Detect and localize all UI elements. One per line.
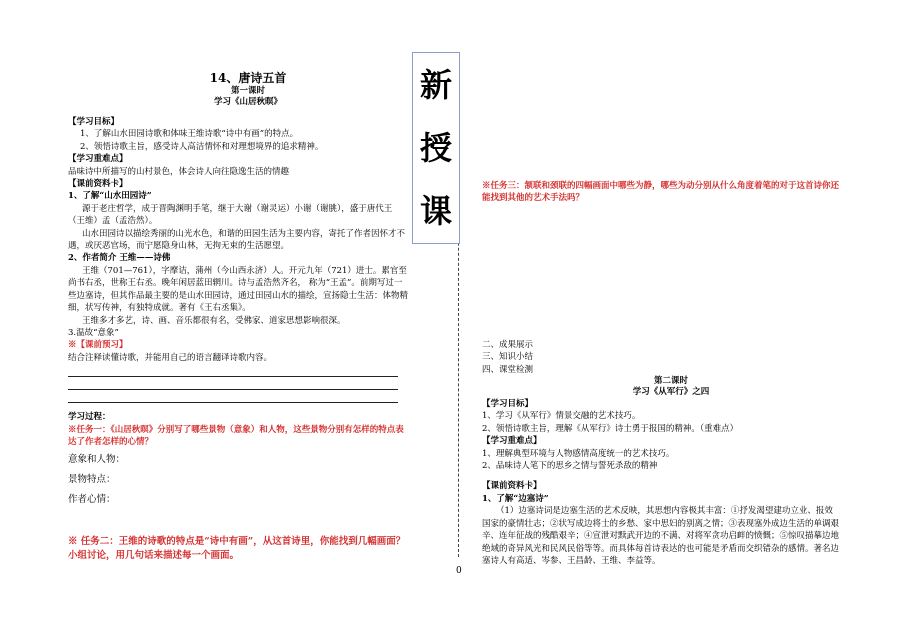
task-3: ※任务三：颔联和颈联的四幅画面中哪些为静，哪些为动分别从什么角度着笔的对于这首诗你还能找到其他的艺术手法吗？ <box>482 181 840 204</box>
lesson-title: 14、唐诗五首 <box>209 71 287 85</box>
lesson2-key-heading: 【学习重难点】 <box>482 436 542 447</box>
task-1: ※任务一：《山居秋暝》分别写了哪些景物（意象）和人物，这些景物分别有怎样的特点表达了作者怎样的心情？ <box>68 424 404 447</box>
key-points-heading: 【学习重难点】 <box>68 154 128 165</box>
lesson2-goal-2: 2、领悟诗歌主旨，理解《从军行》诗士勇于报国的精神。（重难点） <box>482 423 739 434</box>
card-section-1-para-2: 山水田园诗以描绘秀丽的山光水色，和谐的田园生活为主要内容，寄托了作者因怀才不遇，或厌恶官场，而宁愿隐身山林，无拘无束的生活愿望。 <box>68 228 406 252</box>
left-column <box>68 70 408 563</box>
box-char-1: 新 <box>419 65 452 104</box>
answer-label-features: 景物特点： <box>68 474 116 486</box>
box-char-2: 授 <box>419 128 452 167</box>
answer-label-imagery: 意象和人物： <box>68 454 126 466</box>
section-test: 四、课堂检测 <box>482 364 534 375</box>
preview-instruction: 结合注释读懂诗歌，并能用自己的语言翻译诗歌内容。 <box>68 352 273 363</box>
lesson2-card-1-para: （1）边塞诗词是边塞生活的艺术反映，其思想内容极其丰富：①抒发渴望建功立业、报效国家的豪情壮志；②状写成边将士的乡愁、家中思妇的别离之情；③表现塞外成边生活的单调艰辛、连年征战的残酷艰辛；④宣泄对黩武开边的不满、对将军贪功启衅的愤慨；⑤惊叹描摹边地绝域的奇异风光和民风民俗等等。而具体每首诗表达的也可能是矛盾而交织错杂的感情。著名边塞诗人有高适、岑参、王昌龄、王维、李益等。 <box>482 506 840 566</box>
key-point-1: 品味诗中所描写的山村景色，体会诗人向往隐逸生活的情趣 <box>68 166 290 177</box>
card-section-1-heading: 1、了解“山水田园诗” <box>68 191 152 202</box>
card-section-2-para-1: 王维（701—761），字摩诘，蒲州（今山西永济）人。开元九年（721）进士。累官至尚书右丞，世称王右丞。晚年闲居蓝田辋川。诗与孟浩然齐名， 称为“王孟”。前期写过一些边塞诗，但其作品最主要的是山水田园诗，通过田园山水的描绘，宣扬隐士生活：体物精细，状写传神，有独特成就。著有《王右丞集》。 <box>68 265 409 314</box>
lesson2-key-1: 1、理解典型环境与人物感情高度统一的艺术技巧。 <box>482 448 675 459</box>
lesson2-goals-heading: 【学习目标】 <box>482 399 534 410</box>
right-column <box>482 180 840 567</box>
lesson-subtitle-1: 第一课时 <box>230 86 265 96</box>
answer-line-3[interactable] <box>68 390 398 403</box>
card-section-3-heading: 3.温故“意象” <box>68 327 119 338</box>
card-section-1-para-1: 源于老庄哲学，成于晋陶渊明手笔，继于大谢（谢灵运）小谢（谢朓），盛于唐代王（王维）孟（孟浩然）。 <box>68 203 393 227</box>
box-char-3: 课 <box>419 192 452 231</box>
new-lesson-box <box>412 52 460 244</box>
card-section-2-para-2: 王维多才多艺，诗、画、音乐都很有名，受佛家、道家思想影响很深。 <box>82 315 346 326</box>
lesson2-subtitle-2: 学习《从军行》之四 <box>632 387 710 398</box>
page-number: 0 <box>456 566 462 576</box>
goal-1: 1、了解山水田园诗歌和体味王维诗歌“诗中有画”的特点。 <box>80 129 299 140</box>
goals-heading: 【学习目标】 <box>68 117 120 127</box>
task-2: ※ 任务二：王维的诗歌的特点是“诗中有画”，从这首诗里，你能找到几幅画面？小组讨论，用几句话来描述每一个画面。 <box>68 536 406 562</box>
answer-line-2[interactable] <box>68 377 398 390</box>
answer-label-mood: 作者心情： <box>68 494 116 506</box>
study-process-heading: 学习过程： <box>68 412 111 423</box>
lesson-subtitle-2: 学习《山居秋暝》 <box>213 97 282 107</box>
section-summary: 三、知识小结 <box>482 352 534 363</box>
lesson2-subtitle-1: 第二课时 <box>653 376 688 387</box>
lesson2-card-heading: 【课前资料卡】 <box>482 481 542 492</box>
lesson2-key-2: 2、品味诗人笔下的思乡之情与誓死杀敌的精神 <box>482 461 658 472</box>
lesson2-card-1-heading: 1、了解“边塞诗” <box>482 493 549 504</box>
preview-heading: ※【课前预习】 <box>68 340 128 351</box>
section-results: 二、成果展示 <box>482 339 534 350</box>
material-card-heading: 【课前资料卡】 <box>68 179 128 190</box>
card-section-2-heading: 2、作者简介 王维——诗佛 <box>68 253 171 264</box>
goal-2: 2、领悟诗歌主旨，感受诗人高洁情怀和对理想境界的追求精神。 <box>80 141 324 152</box>
answer-line-1[interactable] <box>68 364 398 377</box>
lesson2-goal-1: 1、学习《从军行》情景交融的艺术技巧。 <box>482 411 641 422</box>
